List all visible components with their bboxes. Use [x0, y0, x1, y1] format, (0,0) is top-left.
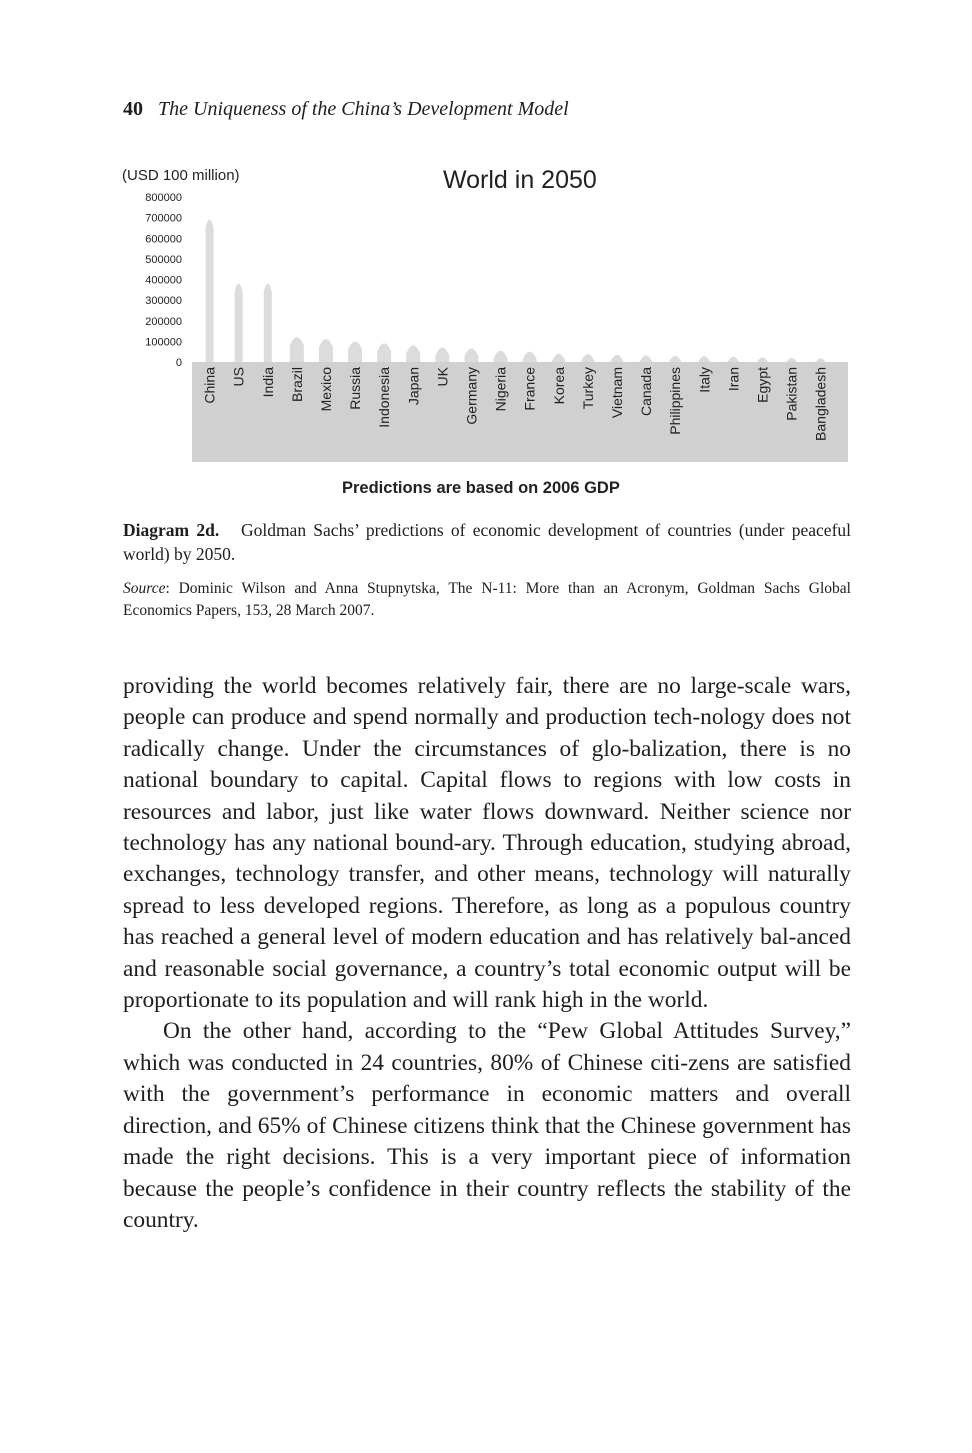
source-label: Source — [123, 580, 166, 597]
y-tick-label: 200000 — [145, 315, 182, 328]
bar-vietnam — [610, 355, 624, 363]
x-tick-label: Pakistan — [783, 367, 800, 421]
x-tick-label: Egypt — [754, 367, 771, 403]
y-tick-label: 100000 — [145, 336, 182, 349]
bar-indonesia — [377, 343, 391, 362]
running-title: The Uniqueness of the China’s Development Model — [158, 98, 569, 120]
y-tick-label: 300000 — [145, 295, 182, 308]
x-tick-label: Bangladesh — [812, 367, 829, 441]
bar-turkey — [581, 354, 595, 362]
bar-germany — [464, 349, 478, 362]
running-head — [123, 98, 569, 121]
y-axis-label: (USD 100 million) — [122, 167, 240, 184]
bar-uk — [435, 348, 449, 363]
paragraph: On the other hand, according to the “Pew Global Attitudes Survey,” which was conducted in 24 countries, 80% of Chinese citi-zens are satisfied with the government’s performance in economic matters and overall direction, and 65% of Chinese citizens think that the Chinese government has made the right decisions. This is a very important piece of information because the people’s confidence in their country reflects the stability of the country. — [123, 1018, 851, 1233]
x-tick-label: France — [521, 367, 538, 411]
x-tick-label: Korea — [550, 367, 567, 405]
source-text: : Dominic Wilson and Anna Stupnytska, The N-11: More than an Acronym, Goldman Sachs Global Economics Papers, 153, 28 March 2007. — [123, 580, 851, 619]
x-tick-label: Nigeria — [492, 367, 509, 412]
page-number: 40 — [123, 98, 143, 120]
bar-india — [264, 284, 272, 362]
x-tick-label: Canada — [638, 367, 655, 417]
y-tick-label: 600000 — [145, 233, 182, 246]
x-tick-label: Iran — [725, 367, 742, 392]
bar-brazil — [290, 337, 304, 362]
caption-text: Goldman Sachs’ predictions of economic development of countries (under peaceful world) by 2050. — [123, 520, 852, 564]
x-tick-label: China — [201, 367, 218, 404]
x-tick-label: Brazil — [288, 367, 305, 403]
bar-mexico — [319, 339, 333, 362]
bar-nigeria — [494, 351, 508, 362]
world-2050-chart — [110, 155, 860, 500]
caption-label: Diagram 2d. — [123, 520, 220, 540]
x-tick-label: Russia — [347, 367, 364, 410]
chart-title: World in 2050 — [443, 166, 597, 194]
x-tick-label: US — [230, 367, 247, 387]
y-tick-label: 800000 — [145, 192, 182, 204]
bar-russia — [348, 341, 362, 362]
x-tick-label: Vietnam — [608, 367, 625, 419]
paragraph: providing the world becomes relatively fair, there are no large-scale wars, people can produce and spend normally and production tech-nology does not radically change. Under the circumstances of glo-balization, there is no national boundary to capital. Capital flows to regions with low costs in resources and labor, just like water flows downward. Neither science nor technology has any national bound-ary. Through education, studying abroad, exchanges, technology transfer, and other means, technology will naturally spread to less developed regions. Therefore, as long as a populous country has reached a general level of modern education and has relatively bal-anced and reasonable social governance, a country’s total economic output will be proportionate to its population and will rank high in the world. — [123, 673, 851, 1014]
bar-china — [206, 220, 214, 362]
figure-caption — [123, 518, 851, 566]
y-tick-label: 500000 — [145, 253, 182, 266]
chart-bars — [206, 220, 828, 367]
bar-korea — [552, 354, 566, 362]
bar-us — [235, 284, 243, 362]
y-tick-label: 700000 — [145, 212, 182, 225]
x-tick-label: UK — [434, 367, 451, 387]
bar-japan — [406, 345, 420, 362]
y-axis-ticks — [145, 192, 182, 369]
body-text — [123, 671, 851, 1236]
x-tick-label: Mexico — [317, 367, 334, 412]
x-tick-label: Italy — [696, 367, 713, 393]
x-axis-label: Predictions are based on 2006 GDP — [342, 479, 620, 497]
y-tick-label: 0 — [175, 357, 182, 369]
x-tick-label: Japan — [405, 367, 422, 406]
figure-source — [123, 578, 851, 622]
x-tick-label: India — [259, 367, 276, 398]
x-tick-label: Turkey — [579, 367, 596, 410]
x-tick-label: Germany — [463, 367, 480, 425]
bar-france — [523, 352, 537, 362]
y-tick-label: 400000 — [145, 274, 182, 287]
x-tick-label: Indonesia — [376, 367, 393, 428]
x-tick-label: Philippines — [667, 367, 684, 435]
